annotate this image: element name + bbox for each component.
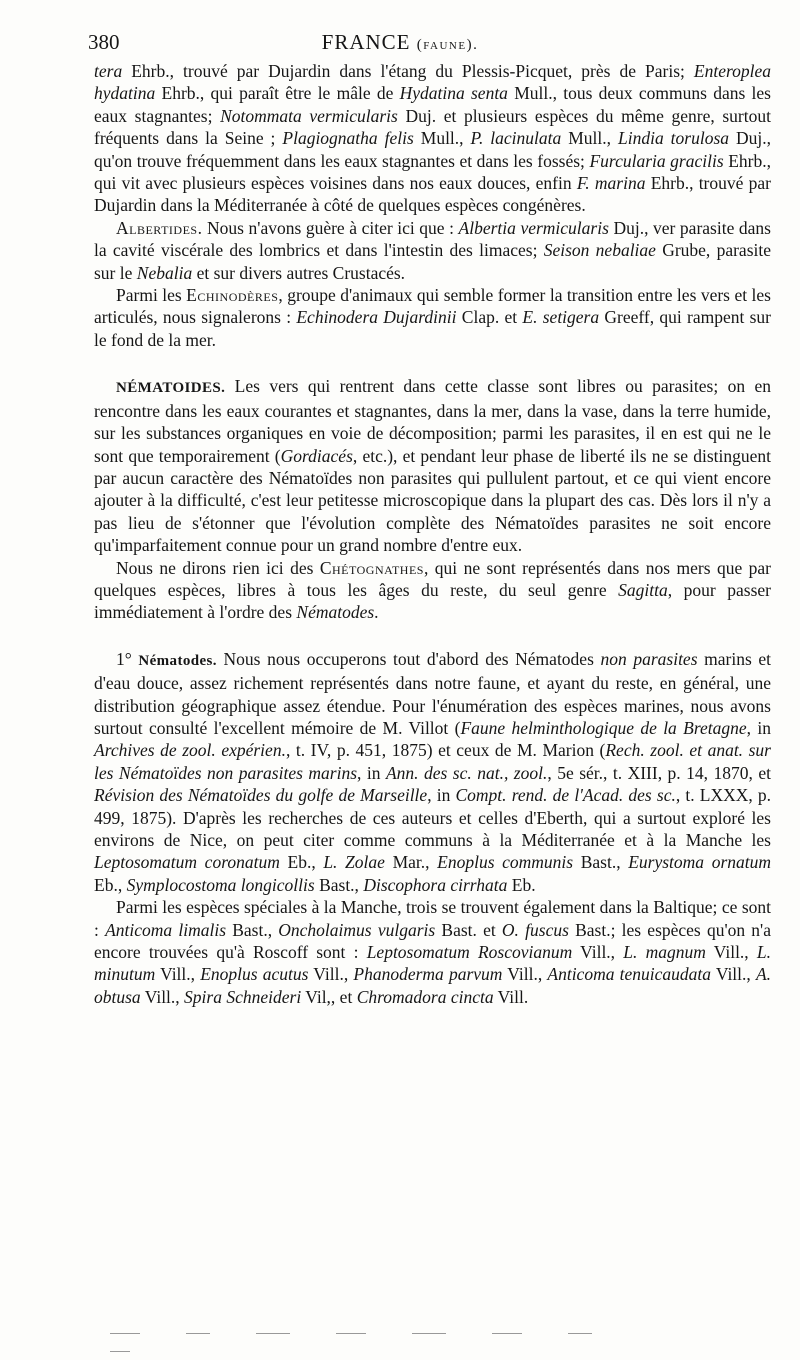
bottom-bleedthrough-rule <box>110 1324 670 1330</box>
page-number: 380 <box>88 30 120 54</box>
running-title-main: FRANCE <box>321 30 411 54</box>
section-spacer <box>94 351 771 375</box>
paragraph-echinoderes: Parmi les Echinodères, groupe d'animaux qui semble former la transition entre les vers et les articulés, nous signalerons : Echinodera Dujardinii Clap. et E. setigera Greeff, qui rampent sur le fond de la mer. <box>94 285 771 350</box>
paragraph-nematoides: NÉMATOIDES. Les vers qui rentrent dans cette classe sont libres ou parasites; on en rencontre dans les eaux courantes et stagnantes, dans la mer, dans la vase, dans la terre humide, sur les substances organiques en voie de décomposition; parmi les parasites, il en est qui ne le sont que temporairement (Gordiacés, etc.), et pendant leur phase de liberté ils ne se distinguent par aucun caractère des Nématoïdes non parasites qui pullulent partout, et ce qui vient encore ajouter à la difficulté, c'est leur petitesse microscopique dans la plupart des cas. Dès lors il n'y a pas lieu de s'étonner que l'évolution complète des Nématoïdes parasites ne soit encore qu'imparfaitement connue pour un grand nombre d'entre eux. <box>94 376 771 556</box>
paragraph-especes-manche: Parmi les espèces spéciales à la Manche, trois se trouvent également dans la Baltique; ce sont : Anticoma limalis Bast., Oncholaimus vulgaris Bast. et O. fuscus Bast.; les espèces qu'on n'a encore trouvées qu'à Roscoff sont : Leptosomatum Roscovianum Vill., L. magnum Vill., L. minutum Vill., Enoplus acutus Vill., Phanoderma parvum Vill., Anticoma tenuicaudata Vill., A. obtusa Vill., Spira Schneideri Vil,, et Chromadora cincta Vill. <box>94 897 772 1007</box>
paragraph-rotiferes-continued: tera Ehrb., trouvé par Dujardin dans l'étang du Plessis-Picquet, près de Paris; Enteroplea hydatina Ehrb., qui paraît être le mâle de Hydatina senta Mull., tous deux communs dans les eaux stagnantes; Notommata vermicularis Duj. et plusieurs espèces du même genre, surtout fréquents dans la Seine ; Plagiognatha felis Mull., P. lacinulata Mull., Lindia torulosa Duj., qu'on trouve fréquemment dans les eaux stagnantes et dans les fossés; Furcularia gracilis Ehrb., qui vit avec plusieurs espèces voisines dans nos eaux douces, enfin F. marina Ehrb., trouvé par Dujardin dans la Méditerranée à côté de quelques espèces congénères. <box>94 61 771 216</box>
page-body <box>94 60 771 1008</box>
paragraph-nematodes: 1° Nématodes. Nous nous occuperons tout d'abord des Nématodes non parasites marins et d'eau douce, assez richement représentés dans notre faune, et ayant du reste, en général, une distribution géographique assez étendue. Pour l'énumération des espèces marines, nous avons surtout consulté l'excellent mémoire de M. Villot (Faune helminthologique de la Bretagne, in Archives de zool. expérien., t. IV, p. 451, 1875) et ceux de M. Marion (Rech. zool. et anat. sur les Nématoïdes non parasites marins, in Ann. des sc. nat., zool., 5e sér., t. XIII, p. 14, 1870, et Révision des Nématoïdes du golfe de Marseille, in Compt. rend. de l'Acad. des sc., t. LXXX, p. 499, 1875). D'après les recherches de ces auteurs et celles d'Eberth, qui a surtout exploré les environs de Nice, on peut citer comme communs à la Méditerranée et à la Manche les Leptosomatum coronatum Eb., L. Zolae Mar., Enoplus communis Bast., Eurystoma ornatum Eb., Symplocostoma longicollis Bast., Discophora cirrhata Eb. <box>94 648 772 895</box>
section-spacer <box>94 624 771 648</box>
paragraph-chetognathes: Nous ne dirons rien ici des Chétognathes, qui ne sont représentés dans nos mers que par quelques espèces, libres à tous les âges du reste, du seul genre Sagitta, pour passer immédiatement à l'ordre des Nématodes. <box>94 557 772 623</box>
running-title <box>0 30 800 55</box>
section-heading-nematodes: Nématodes. <box>138 652 217 669</box>
running-header <box>0 30 800 60</box>
section-heading-nematoides: NÉMATOIDES. <box>116 380 226 397</box>
paragraph-albertides: Albertides. Nous n'avons guère à citer ici que : Albertia vermicularis Duj., ver parasite dans la cavité viscérale des lombrics et dans l'intestin des limaces; Seison nebaliae Grube, parasite sur le Nebalia et sur divers autres Crustacés. <box>94 217 771 283</box>
section-heading-albertides: Albertides. <box>116 217 203 238</box>
running-title-sub: (faune). <box>416 37 479 53</box>
